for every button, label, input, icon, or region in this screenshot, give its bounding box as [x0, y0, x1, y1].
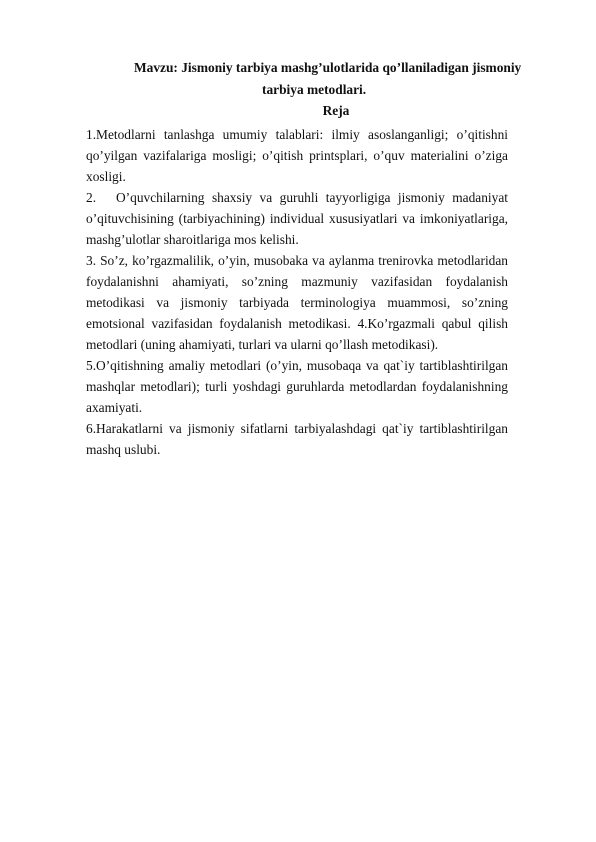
plan-item-3: 3. So’z, ko’rgazmalilik, o’yin, musobaka va aylanma trenirovka metodlaridan foydalanishni ahamiyati, so’zning mazmuniy vazifasidan foydalanish metodikasi va jismoniy tarbiyada terminologiya muammosi, so’zning emotsional vazifasidan foydalanish metodikasi. 4.Ko’rgazmali qabul qilish metodlari (uning ahamiyati, turlari va ularni qo’llash metodikasi).: [86, 253, 508, 352]
plan-item-1: 1.Metodlarni tanlashga umumiy talablari: ilmiy asoslanganligi; o’qitishni qo’yilgan vazifalariga mosligi; o’qitish printsplari, o’quv materialini o’ziga xosligi.: [86, 127, 508, 184]
document-title-line-2: tarbiya metodlari.: [262, 82, 367, 97]
document-title-line-1: Mavzu: Jismoniy tarbiya mashg’ulotlarida qo’llaniladigan jismoniy: [134, 60, 522, 75]
plan-item-2: [86, 187, 508, 250]
plan-item-2-text: O’quvchilarning shaxsiy va guruhli tayyorligiga jismoniy madaniyat o’qituvchisining (tarbiyachining) individual xususiyatlari va imkoniyatlariga, mashg’ulotlar sharoitlariga mos kelishi.: [86, 190, 508, 247]
plan-heading: Reja: [322, 103, 350, 118]
plan-item-5: 5.O’qitishning amaliy metodlari (o’yin, musobaqa va qat`iy tartiblashtirilgan mashqlar metodlari); turli yoshdagi guruhlarda metodlardan foydalanishning axamiyati.: [86, 358, 508, 415]
plan-list: [86, 124, 508, 460]
plan-item-2-number: 2.: [86, 190, 97, 205]
plan-item-6: 6.Harakatlarni va jismoniy sifatlarni tarbiyalashdagi qat`iy tartiblashtirilgan mashq uslubi.: [86, 421, 508, 457]
